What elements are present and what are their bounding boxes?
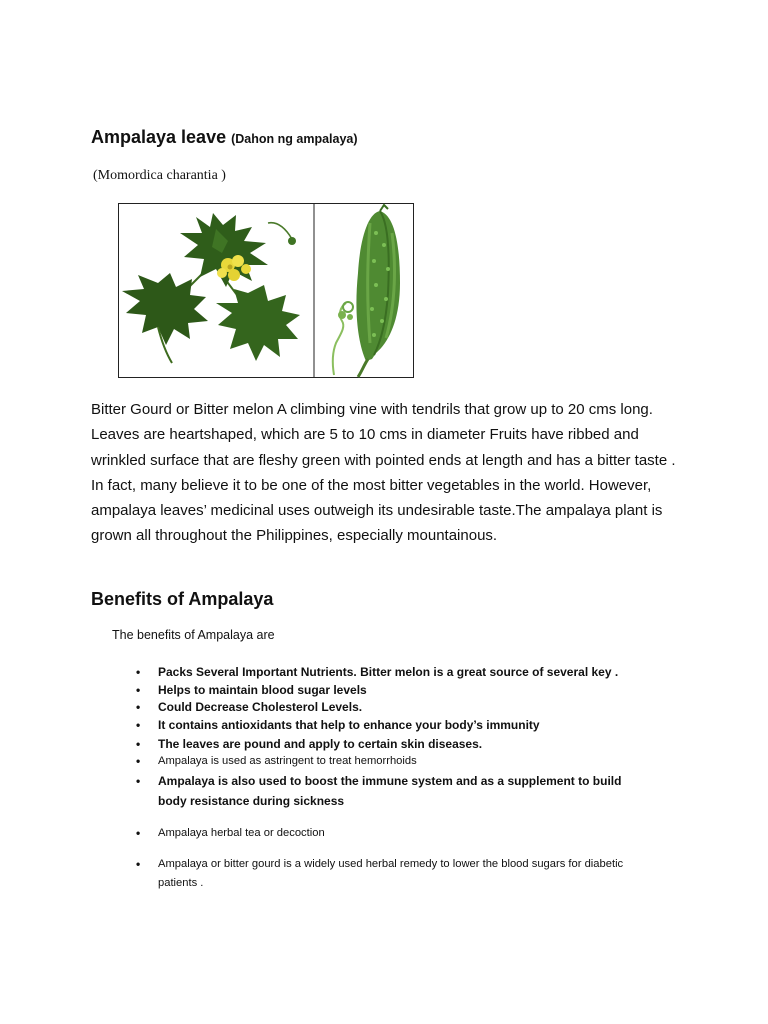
- list-item: • It contains antioxidants that help to enhance your body’s immunity: [158, 715, 658, 735]
- list-item: • Packs Several Important Nutrients. Bitter melon is a great source of several key .: [158, 662, 658, 682]
- list-item: • Ampalaya is used as astringent to treat hemorrhoids: [158, 751, 658, 771]
- benefits-intro: The benefits of Ampalaya are: [112, 628, 275, 642]
- list-item: • Ampalaya is also used to boost the immune system and as a supplement to build body resistance during sickness: [158, 771, 653, 811]
- title-subtitle: (Dahon ng ampalaya): [231, 132, 358, 146]
- list-item: • Could Decrease Cholesterol Levels.: [158, 697, 658, 717]
- description-paragraph: Bitter Gourd or Bitter melon A climbing vine with tendrils that grow up to 20 cms long. Leaves are heartshaped, which are 5 to 10 cms in diameter Fruits have ribbed and wrinkled surface that are fleshy green with pointed ends at length and has a bitter taste . In fact, many believe it to be one of the most bitter vegetables in the world. However, ampalaya leaves’ medicinal uses outweigh its undesirable taste.The ampalaya plant is grown all throughout the Philippines, especially mountainous.: [91, 401, 676, 545]
- scientific-name: (Momordica charantia ): [93, 168, 226, 183]
- list-item: • Ampalaya herbal tea or decoction: [158, 823, 658, 843]
- list-item: • Ampalaya or bitter gourd is a widely used herbal remedy to lower the blood sugars for diabetic patients .: [158, 855, 658, 893]
- benefits-heading: Benefits of Ampalaya: [91, 589, 274, 609]
- page-title: [91, 127, 358, 148]
- list-item: • The leaves are pound and apply to certain skin diseases.: [158, 734, 658, 754]
- title-main: Ampalaya leave: [91, 127, 227, 147]
- ampalaya-figure: [118, 203, 414, 378]
- list-item: • Helps to maintain blood sugar levels: [158, 680, 658, 700]
